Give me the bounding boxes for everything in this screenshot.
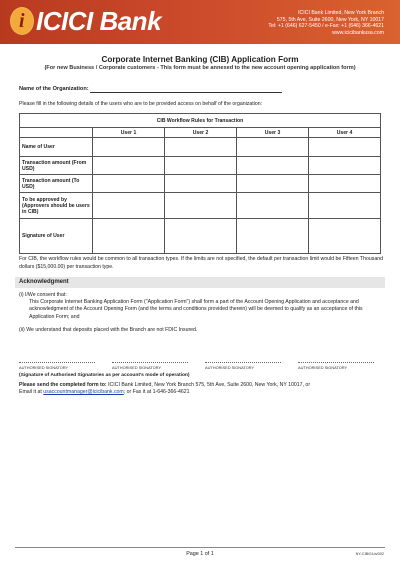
cib-workflow-table [19, 113, 381, 254]
form-reference: NY-CIB/01/a/002 [355, 552, 384, 556]
send-label: Please send the completed form to: [19, 382, 107, 388]
signatory-1[interactable]: AUTHORISED SIGNATORY [19, 362, 95, 370]
input-cell[interactable] [165, 157, 237, 175]
table-title: CIB Workflow Rules for Transaction [20, 114, 381, 128]
row-label: To be approved by (Approvers should be users in CIB) [20, 193, 93, 219]
email-link[interactable]: usaccountmanager@icicibank.com [43, 389, 124, 396]
input-cell[interactable] [237, 175, 309, 193]
send-instructions [19, 382, 379, 397]
row-label: Signature of User [20, 219, 93, 254]
input-cell[interactable] [165, 193, 237, 219]
input-cell[interactable] [309, 157, 381, 175]
footer-divider [15, 547, 385, 548]
input-cell[interactable] [93, 193, 165, 219]
email-prefix: Email it at [19, 389, 42, 396]
signatory-3[interactable]: AUTHORISED SIGNATORY [205, 362, 281, 370]
form-subtitle: (For new Business / Corporate customers - This form must be annexed to the new account opening application form) [44, 65, 356, 71]
signature-cell[interactable] [165, 219, 237, 254]
row-label: Transaction amount (From USD) [20, 157, 93, 175]
signature-cell[interactable] [93, 219, 165, 254]
fax-text: ; or Fax it at 1-646-366-4621 [123, 389, 190, 396]
org-name-field[interactable] [90, 92, 282, 93]
bank-logo-text: ICICI Bank [36, 6, 162, 36]
address-line: Tel: +1 (646) 627-5450 / e-Fax: +1 (646) 366-4621 [268, 23, 384, 30]
address-line: 575, 5th Ave, Suite 2600, New York, NY 10017 [276, 16, 384, 23]
input-cell[interactable] [237, 138, 309, 157]
input-cell[interactable] [237, 157, 309, 175]
input-cell[interactable] [309, 193, 381, 219]
input-cell[interactable] [165, 175, 237, 193]
acknowledgment-header [15, 277, 385, 288]
input-cell[interactable] [237, 193, 309, 219]
acknowledgment-title: Acknowledgment [19, 279, 69, 285]
header-banner [0, 0, 400, 44]
signature-note: (Signature of Authorised Signatories as per account's mode of operation) [19, 373, 190, 378]
consent-body: This Corporate Internet Banking Application Form ("Application Form") shall form a part of the Account Opening Application and acceptance and acknowledgment of the Account Opening Form (and the terms and conditions provided therein) will be deemed to qualify as an acceptance of this Application Form; and [29, 299, 363, 320]
send-address: ICICI Bank Limited, New York Branch 575, 5th Ave, Suite 2600, New York, NY 10017, or [108, 382, 311, 388]
table-row [20, 193, 381, 219]
form-title: Corporate Internet Banking (CIB) Application Form [101, 55, 299, 64]
table-row [20, 157, 381, 175]
row-label: Transaction amount (To USD) [20, 175, 93, 193]
signatory-2[interactable]: AUTHORISED SIGNATORY [112, 362, 188, 370]
column-header-user-1: User 1 [93, 128, 165, 138]
row-label: Name of User [20, 138, 93, 157]
signatory-4[interactable]: AUTHORISED SIGNATORY [298, 362, 374, 370]
fdic-statement: (ii) We understand that deposits placed with the Branch are not FDIC Insured. [19, 327, 198, 333]
org-label: Name of the Organization: [19, 86, 89, 92]
table-corner [20, 128, 93, 138]
column-header-user-3: User 3 [237, 128, 309, 138]
signature-cell[interactable] [237, 219, 309, 254]
input-cell[interactable] [93, 138, 165, 157]
table-row [20, 138, 381, 157]
input-cell[interactable] [93, 175, 165, 193]
website-link[interactable]: www.icicibankusa.com [332, 29, 384, 36]
instruction-text: Please fill in the following details of the users who are to be provided access on behalf of the organization: [19, 101, 263, 107]
bank-logo-icon: i [10, 7, 34, 35]
input-cell[interactable] [93, 157, 165, 175]
column-header-user-2: User 2 [165, 128, 237, 138]
table-row [20, 175, 381, 193]
consent-intro: (i) I/We consent that: [19, 292, 67, 298]
table-row [20, 219, 381, 254]
input-cell[interactable] [309, 175, 381, 193]
input-cell[interactable] [309, 138, 381, 157]
page-number: Page 1 of 1 [186, 551, 214, 557]
bank-address [268, 10, 384, 36]
address-line: ICICI Bank Limited, New York Branch [298, 10, 384, 16]
workflow-note: For CIB, the workflow rules would be common to all transaction types. If the limits are not specified, the default per transaction limit would be Fifteen Thousand dollars ($15,000.00) per transaction type. [19, 256, 383, 270]
input-cell[interactable] [165, 138, 237, 157]
column-header-user-4: User 4 [309, 128, 381, 138]
signature-cell[interactable] [309, 219, 381, 254]
